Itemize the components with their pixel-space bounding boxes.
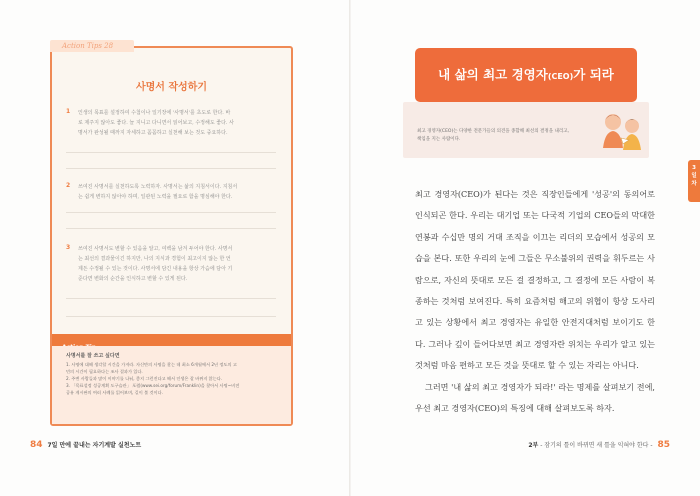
item-text (78, 108, 276, 138)
action-tip-line: 1. 사명에 대해 생각할 시간을 가져라. 자신만의 사명을 찾는 데 최소 6개월에서 2년 정도의 고 (66, 362, 237, 367)
item-text (78, 244, 276, 284)
left-folio (30, 440, 141, 450)
intro-line: 책임을 지는 사람이다. (417, 137, 461, 142)
item-line: 제든 수정될 수 있는 것이다. 사명서에 담긴 내용을 항상 가슴에 담아 기 (78, 266, 233, 272)
item-line: 로 제주지 않아도 좋다. 늘 지니고 다니면서 읽어보고, 수정해도 좋다. 사 (78, 120, 234, 126)
chapter-title-end: 가 되라 (573, 67, 614, 82)
chapter-intro (417, 128, 587, 144)
writing-line (66, 212, 276, 213)
card-tab-label: Action Tips 28 (62, 42, 114, 50)
chapter-title (415, 48, 637, 104)
action-tip-line: 민의 시간이 필요하다는 조사 결과가 있다. (66, 369, 143, 374)
chapter-title-main: 내 삶의 최고 경영자 (438, 67, 548, 82)
action-tip-line: 2. 주변 사람들과 많이 이야기를 나눠, 좋지 그런진다고 해서 인생은 잘 바뀌지 않는다. (66, 376, 223, 381)
action-tip-subtitle: 사명서를 잘 쓰고 싶다면 (66, 353, 120, 359)
action-tip-line: 공유 게시판의 여러 사례를 읽어보며, 길이 볼 것이다. (66, 390, 163, 395)
body-paragraph: 그러면 '내 삶의 최고 경영자가 되라!' 라는 명제를 살펴보기 전에, 우선 최고 경영자(CEO)의 특징에 대해 살펴보도록 하자. (415, 381, 655, 414)
item-line: 는 쉽게 변하지 않아야 하며, 일관된 노력을 필요로 함을 명심해야 한다. (78, 194, 233, 200)
side-tab-char: 일 (691, 173, 697, 179)
page-number: 84 (30, 440, 43, 450)
page-number: 85 (657, 440, 670, 450)
writing-line (66, 152, 276, 153)
side-tab-char: 3 (692, 165, 696, 171)
writing-line (66, 298, 276, 299)
day-side-tab (688, 160, 700, 202)
item-line: 는 최선의 결과물이긴 하지만, 나의 지식과 경험이 최고이지 않는 한 언 (78, 256, 231, 262)
part-label: 2부 (528, 442, 539, 449)
part-title: - 잠기의 틀이 바뀌면 새 틀을 익혀야 한다 - (540, 442, 653, 449)
action-tip-line: 3. 「목표설정 성공계획 도구습관」 포럼(www.sei.org/forum/Franklin)을 찾아서 사명~비전 (66, 383, 240, 388)
item-line: 쓰여진 사명서를 실천하도록 노력하자. 사명서는 삶의 지침서이다. 지침서 (78, 184, 238, 190)
item-line: 명서가 완성될 때까지 자세하고 꼼꼼하고 실천해 보는 것도 중요하다. (78, 130, 228, 136)
right-folio (528, 440, 670, 450)
item-line: 준다면 변화의 순간을 인식하고 변할 수 있게 된다. (78, 276, 188, 282)
item-number: 1 (66, 108, 71, 115)
card-tab (50, 40, 134, 52)
card-title: 사명서 작성하기 (135, 82, 208, 93)
side-tab-char: 차 (691, 181, 697, 187)
chapter-title-ceo: (CEO) (547, 72, 574, 81)
item-line: 인생의 목표를 설정하여 수첩이나 일기장에 '사명서'를 초도로 한다. 바 (78, 110, 231, 116)
item-text (78, 182, 276, 202)
body-paragraph: 최고 경영자(CEO)가 된다는 것은 직장인들에게 '성공'의 동의어로 인식되곤 한다. 우리는 대기업 또는 다국적 기업의 CEO들의 막대한 연봉과 수십만 명의 거대 조직을 이끄는 리더의 모습에서 성공의 모습을 본다. 또한 우리의 눈에 그들은 무소불위의 권력을 휘두르는 사람으로, 자신의 뜻대로 모든 걸 결정하고, 그 결정에 모든 사람이 복종하는 것처럼 보여진다. 특히 요즘처럼 해고의 위협이 항상 도사리고 있는 상황에서 최고 경영자는 유일한 안전지대처럼 보이기도 한다. 그러나 깊이 들어다보면 최고 경영자란 위치는 우리가 알고 있는 것처럼 마음 편하고 모든 것을 뜻대로 할 수 있는 자리는 아니다. (415, 189, 655, 371)
writing-line (66, 316, 276, 317)
day-side-tab-label (688, 164, 700, 188)
item-number: 2 (66, 182, 71, 189)
writing-line (66, 228, 276, 229)
body-text (415, 184, 655, 419)
action-tip-header (52, 334, 291, 346)
item-number: 3 (66, 244, 71, 251)
intro-line: 최고 경영자(CEO)는 다양한 전문가들의 의견을 종합해 최선의 결정을 내리고, (417, 129, 569, 134)
chapter-illustration (599, 108, 645, 152)
writing-line (66, 168, 276, 169)
item-line: 쓰여진 사명서도 변할 수 있음을 알고, 여백을 남겨 두어야 한다. 사명서 (78, 246, 233, 252)
book-title: 7일 만에 끝내는 자기계발 실천노트 (47, 442, 142, 449)
chapter-banner (415, 48, 637, 102)
